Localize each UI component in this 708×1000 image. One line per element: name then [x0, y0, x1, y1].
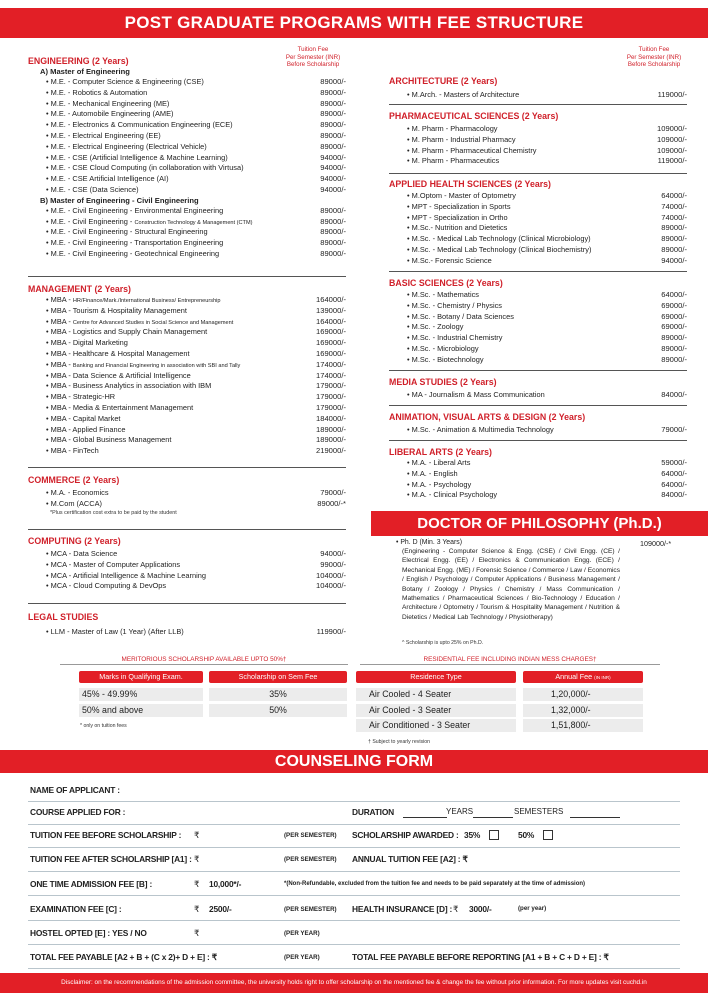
phd-title: DOCTOR OF PHILOSOPHY (Ph.D.) [371, 511, 708, 536]
list-item [28, 581, 346, 592]
program-name: • MBA - Healthcare & Hospital Management [46, 348, 190, 358]
residential-col2: Annual Fee (IN INR) [523, 671, 643, 683]
program-fee: 59000/- [661, 458, 687, 467]
program-name: • M.E. - CSE (Data Science) [46, 184, 139, 194]
program-fee: 94000/- [320, 163, 346, 173]
program-fee: 84000/- [661, 490, 687, 500]
program-name: • MBA - Centre for Advanced Studies in Social Science and Management [46, 316, 234, 326]
list-item [28, 499, 346, 510]
program-fee: 219000/- [316, 446, 346, 456]
divider [28, 603, 346, 604]
program-fee: 184000/- [316, 413, 346, 423]
list-item [28, 327, 346, 338]
program-name: • MBA - Data Science & Artificial Intelligence [46, 370, 191, 380]
program-name: • M.E. - Civil Engineering - Transportation Engineering [46, 238, 224, 248]
list-item [28, 217, 346, 228]
list-item [28, 381, 346, 392]
program-name: • M.E. - Civil Engineering - Construction Technology & Management (CTM) [46, 216, 253, 226]
program-name: • M.A. - Clinical Psychology [407, 490, 498, 500]
program-fee: 74000/- [661, 212, 687, 222]
list-item [389, 245, 687, 256]
program-name: • MCA - Data Science [46, 549, 118, 558]
divider [389, 271, 687, 272]
program-name: • MBA - Strategic-HR [46, 392, 116, 402]
program-fee: 99000/- [320, 559, 346, 569]
list-item [28, 446, 346, 457]
residential-title: RESIDENTIAL FEE INCLUDING INDIAN MESS CHARGES† [360, 656, 660, 664]
program-name: • MBA - Applied Finance [46, 424, 126, 434]
program-name: • M.E. - CSE Cloud Computing (in collaboration with Virtusa) [46, 163, 244, 173]
program-fee: 179000/- [316, 392, 346, 402]
pharma-list [389, 124, 687, 167]
fee-header-right: Tuition Fee Per Semester (INR) Before Scholarship [626, 46, 682, 68]
media-section: MEDIA STUDIES (2 Years) • MA - Journalism & Mass Communication 84000/- [389, 377, 687, 399]
engineering-b-list [28, 206, 346, 260]
basic-section: BASIC SCIENCES (2 Years) • M.Sc. - Mathematics 64000/- • M.Sc. - Chemistry / Physics 69000/- • M.Sc. - Botany / Data Sciences 69000/- • M.Sc. - Zoology 69000/- • M.Sc. - Industrial Chemistry 89000/- • M.Sc. - Microbiology 89000/- • M.Sc. - Biotechnology 89000/- [389, 278, 687, 364]
list-item [389, 124, 687, 135]
residential-col1: Residence Type [356, 671, 516, 683]
program-name: • M.Sc. - Mathematics [407, 290, 480, 299]
list-item [389, 234, 687, 245]
computing-list [28, 549, 346, 592]
program-name: • M.E. - CSE (Artificial Intelligence & Machine Learning) [46, 152, 228, 162]
res-row2-fee: 1,32,000/- [523, 704, 643, 717]
program-fee: 69000/- [661, 300, 687, 310]
program-fee: 119000/- [657, 156, 687, 166]
scholarship-35-checkbox[interactable] [489, 830, 499, 840]
list-item [28, 360, 346, 371]
program-name: • M. Pharm - Industrial Pharmacy [407, 134, 516, 144]
program-name: • M.Optom - Master of Optometry [407, 191, 516, 200]
program-name: • M.Sc. - Chemistry / Physics [407, 300, 502, 310]
management-list [28, 295, 346, 457]
legal-section: LEGAL STUDIES • LLM - Master of Law (1 Year) (After LLB) 119900/- [28, 612, 346, 636]
list-item [389, 458, 687, 469]
scholarship-col2: Scholarship on Sem Fee [209, 671, 347, 683]
list-item [389, 469, 687, 480]
right-column [389, 46, 687, 506]
program-fee: 94000/- [661, 255, 687, 265]
res-row3-fee: 1,51,800/- [523, 719, 643, 732]
divider [389, 440, 687, 441]
list-item [389, 191, 687, 202]
program-name: • MBA - Logistics and Supply Chain Management [46, 327, 208, 337]
program-name: • M.Sc. - Botany / Data Sciences [407, 311, 514, 321]
program-name: • M.E. - Robotics & Automation [46, 87, 148, 97]
form-row-exam: EXAMINATION FEE [C] : ₹ 2500/- (PER SEMESTER) HEALTH INSURANCE [D] : ₹ 3000/- (per year) [28, 896, 680, 921]
program-fee: 94000/- [320, 184, 346, 194]
program-fee: 89000/- [320, 98, 346, 108]
list-item [389, 490, 687, 501]
list-item [28, 249, 346, 260]
form-row-tuition-before: TUITION FEE BEFORE SCHOLARSHIP : ₹ (PER SEMESTER) SCHOLARSHIP AWARDED : 35% 50% [28, 825, 680, 848]
list-item [28, 206, 346, 217]
scholarship-note: * only on tuition fees [80, 723, 127, 729]
list-item [389, 146, 687, 157]
program-name: • MBA - Digital Marketing [46, 338, 128, 348]
list-item [28, 414, 346, 425]
engineering-section: ENGINEERING (2 Years) A) Master of Engineering • M.E. - Computer Science & Engineering (CSE) 89000/- • M.E. - Robotics & Automation 89000/- • M.E. - Mechanical Engineering (ME) 89000/- • M.E. - Automobile Engineering (AME) 89000/- • M.E. - Electronics & Communication Engineering (ECE) 89000/- • M.E. - Electrical Engineering (EE) 89000/- • M.E. - Electrical Engineering (Electrical Vehicle) 89000/- • M.E. - CSE (Artificial Intelligence & Machine Learning) 94000/- • M.E. - CSE Cloud Computing (in collaboration with Virtusa) 94000/- • M.E. - CSE Artificial Intelligence (AI) 94000/- • M.E. - CSE (Data Science) 94000/- B) Master of Engineering - Civil Engineering • M.E. - Civil Engineering - Environmental Engineering 89000/- • M.E. - Civil Engineering - Construction Technology & Management (CTM) 89000/- • M.E. - Civil Engineering - Structural Engineering 89000/- • M.E. - Civil Engineering - Transportation Engineering 89000/- • M.E. - Civil Engineering - Geotechnical Engineering 89000/- [28, 56, 346, 260]
program-fee: 119000/- [657, 90, 687, 99]
phd-fee: 109000/-* [640, 539, 672, 548]
form-title: COUNSELING FORM [0, 750, 708, 773]
program-name: • MBA - Capital Market [46, 413, 121, 423]
list-item [28, 349, 346, 360]
program-fee: 89000/- [320, 227, 346, 237]
program-fee: 89000/- [320, 109, 346, 119]
architecture-list [389, 90, 687, 101]
page-title: POST GRADUATE PROGRAMS WITH FEE STRUCTURE [0, 8, 708, 38]
scholarship-row2-marks: 50% and above [79, 704, 203, 717]
program-fee: 89000/- [661, 354, 687, 364]
commerce-list [28, 488, 346, 510]
divider [389, 173, 687, 174]
form-row-tuition-after: TUITION FEE AFTER SCHOLARSHIP [A1] : ₹ (PER SEMESTER) ANNUAL TUITION FEE [A2] : ₹ [28, 848, 680, 872]
liberal-list [389, 458, 687, 501]
program-name: • MBA - Tourism & Hospitality Management [46, 305, 187, 315]
program-name: • MCA - Master of Computer Applications [46, 559, 181, 569]
program-name: • M.Sc. - Biotechnology [407, 354, 484, 364]
program-fee: 109000/- [657, 145, 687, 155]
program-name: • M.A. - Liberal Arts [407, 458, 471, 467]
divider [28, 276, 346, 277]
program-fee: 169000/- [316, 348, 346, 358]
program-fee: 109000/- [657, 124, 687, 133]
list-item [389, 256, 687, 267]
program-name: • M.E. - Electrical Engineering (Electrical Vehicle) [46, 141, 207, 151]
program-fee: 89000/- [320, 130, 346, 140]
divider [28, 467, 346, 468]
list-item [28, 338, 346, 349]
list-item [28, 295, 346, 306]
list-item [28, 174, 346, 185]
program-fee: 89000/-* [317, 498, 346, 508]
list-item [28, 549, 346, 560]
health-list [389, 191, 687, 267]
list-item [28, 571, 346, 582]
program-name: • MBA - Banking and Financial Engineering in association with SBI and Tally [46, 359, 241, 369]
program-name: • M.Sc. - Animation & Multimedia Technology [407, 425, 554, 434]
years-blank[interactable] [403, 817, 447, 818]
list-item [28, 227, 346, 238]
list-item [389, 480, 687, 491]
program-name: • M.E. - Civil Engineering - Structural Engineering [46, 227, 208, 237]
list-item [389, 355, 687, 366]
form-row-total: TOTAL FEE PAYABLE [A2 + B + (C x 2)+ D + E] : ₹ (PER YEAR) TOTAL FEE PAYABLE BEFORE REPORTING [A1 + B + C + D + E] : ₹ [28, 945, 680, 969]
program-name: • M.Sc. - Zoology [407, 322, 464, 332]
divider [389, 104, 687, 105]
program-name: • M.Com (ACCA) [46, 498, 102, 508]
program-name: • M.E. - Electronics & Communication Engineering (ECE) [46, 120, 233, 130]
program-name: • MCA - Artificial Intelligence & Machine Learning [46, 570, 206, 580]
program-fee: 89000/- [320, 141, 346, 151]
program-fee: 189000/- [316, 435, 346, 445]
list-item [28, 153, 346, 164]
form-row-hostel: HOSTEL OPTED [E] : YES / NO ₹ (PER YEAR) [28, 921, 680, 945]
list-item [28, 560, 346, 571]
program-fee: 174000/- [316, 370, 346, 380]
program-name: • M.Sc. - Industrial Chemistry [407, 333, 503, 343]
phd-description: (Engineering - Computer Science & Engg. (CSE) / Civil Engg. (CE) / Electrical Engg. (EE) / Electronics & Communication Engg. (ECE) / Mechanical Engg. (ME) / Forensic Science / Commerce / Law / Economics / English / Psychology / Computer Applications / Business Management / Botany / Zoology / Physics / Chemistry / Mass Communication / Mathematics / Pharmaceutical Sciences / Bio-Technology / Education / Architecture / Optometry / Tourism & Hospitality Management / Nutrition & Dietetics / Medical Lab Technology / Physiotherapy) [402, 548, 620, 621]
program-fee: 94000/- [320, 152, 346, 162]
list-item [28, 392, 346, 403]
program-name: • M.Sc. - Medical Lab Technology (Clinical Microbiology) [407, 234, 591, 244]
program-fee: 89000/- [320, 216, 346, 226]
list-item [28, 163, 346, 174]
program-name: • M.E. - Automobile Engineering (AME) [46, 109, 174, 119]
semesters-blank[interactable] [473, 817, 513, 818]
program-name: • M.Arch. - Masters of Architecture [407, 90, 520, 99]
phd-note: ^ Scholarship is upto 25% on Ph.D. [402, 640, 484, 646]
program-fee: 89000/- [661, 244, 687, 254]
program-fee: 179000/- [316, 381, 346, 391]
res-row1-fee: 1,20,000/- [523, 688, 643, 701]
program-fee: 79000/- [320, 488, 346, 497]
list-item [389, 223, 687, 234]
commerce-section: COMMERCE (2 Years) • M.A. - Economics 79000/- • M.Com (ACCA) 89000/-* *Plus certification cost extra to be paid by the student [28, 475, 346, 516]
program-fee: 89000/- [320, 238, 346, 248]
scholarship-row1-pct: 35% [209, 688, 347, 701]
program-name: • M.A. - Economics [46, 488, 109, 497]
program-fee: 89000/- [661, 333, 687, 343]
program-fee: 169000/- [316, 338, 346, 348]
list-item [389, 301, 687, 312]
list-item [28, 488, 346, 499]
program-fee: 94000/- [320, 549, 346, 558]
list-item [389, 390, 687, 401]
program-name: • M.E. - Computer Science & Engineering (CSE) [46, 77, 204, 86]
program-fee: 64000/- [661, 191, 687, 200]
architecture-section: ARCHITECTURE (2 Years) • M.Arch. - Masters of Architecture 119000/- [389, 76, 687, 99]
list-item [389, 322, 687, 333]
list-item [389, 290, 687, 301]
program-fee: 174000/- [316, 359, 346, 369]
computing-section: COMPUTING (2 Years) • MCA - Data Science 94000/- • MCA - Master of Computer Applications 99000/- • MCA - Artificial Intelligence & Machine Learning 104000/- • MCA - Cloud Computing & DevOps 104000/- [28, 536, 346, 591]
program-name: • M.Sc. - Microbiology [407, 343, 479, 353]
program-name: • MBA - Media & Entertainment Management [46, 402, 194, 412]
list-item [389, 425, 687, 436]
liberal-section: LIBERAL ARTS (2 Years) • M.A. - Liberal Arts 59000/- • M.A. - English 64000/- • M.A. - Psychology 64000/- • M.A. - Clinical Psychology 84000/- [389, 447, 687, 500]
scholarship-title: MERITORIOUS SCHOLARSHIP AVAILABLE UPTO 50%† [60, 656, 348, 664]
animation-list [389, 425, 687, 436]
list-item [28, 317, 346, 328]
program-name: • M.E. - Civil Engineering - Environmental Engineering [46, 205, 224, 215]
program-fee: 89000/- [320, 87, 346, 97]
list-item [28, 120, 346, 131]
program-name: • M.Sc.- Nutrition and Dietetics [407, 223, 508, 233]
program-fee: 189000/- [316, 424, 346, 434]
program-name: • MBA - Business Analytics in association with IBM [46, 381, 212, 391]
divider [360, 664, 660, 665]
program-name: • M.Sc.- Forensic Science [407, 255, 492, 265]
program-name: • M.E. - CSE Artificial Intelligence (AI) [46, 174, 169, 184]
program-fee: 94000/- [320, 174, 346, 184]
management-section: MANAGEMENT (2 Years) • MBA - HR/Finance/Mark./International Business/ Entrepreneurship 164000/- • MBA - Tourism & Hospitality Management 139000/- • MBA - Centre for Advanced Studies in Social Science and Management 164000/- • MBA - Logistics and Supply Chain Management 169000/- • MBA - Digital Marketing 169000/- • MBA - Healthcare & Hospital Management 169000/- • MBA - Banking and Financial Engineering in association with SBI and Tally 174000/- • MBA - Data Science & Artificial Intelligence 174000/- • MBA - Business Analytics in association with IBM 179000/- • MBA - Strategic-HR 179000/- • MBA - Media & Entertainment Management 179000/- • MBA - Capital Market 184000/- • MBA - Applied Finance 189000/- • MBA - Global Business Management 189000/- • MBA - FinTech 219000/- [28, 284, 346, 457]
divider [60, 664, 348, 665]
program-fee: 84000/- [661, 390, 687, 399]
program-name: • M. Pharm - Pharmaceutical Chemistry [407, 145, 537, 155]
program-name: • M.A. - Psychology [407, 479, 472, 489]
program-fee: 104000/- [316, 581, 346, 591]
list-item [28, 99, 346, 110]
list-item [28, 77, 346, 88]
program-fee: 64000/- [661, 290, 687, 299]
program-fee: 64000/- [661, 479, 687, 489]
list-item [28, 88, 346, 99]
scholarship-row2-pct: 50% [209, 704, 347, 717]
list-item [389, 213, 687, 224]
form-row-course: COURSE APPLIED FOR : DURATION YEARS SEMESTERS [28, 802, 680, 825]
scholarship-50-checkbox[interactable] [543, 830, 553, 840]
list-item [28, 185, 346, 196]
disclaimer: Disclaimer: on the recommendations of the admission committee, the university holds right to offer scholarship on the mentioned fee & change the fee without prior information. For more updates visit cuchd.in [0, 973, 708, 993]
program-fee: 74000/- [661, 201, 687, 211]
engineering-a-list [28, 77, 346, 196]
divider [389, 405, 687, 406]
left-column [28, 46, 346, 646]
list-item [389, 333, 687, 344]
list-item [389, 156, 687, 167]
res-row3-type: Air Conditioned - 3 Seater [356, 719, 516, 732]
program-name: • M.E. - Electrical Engineering (EE) [46, 130, 161, 140]
program-name: • MA - Journalism & Mass Communication [407, 390, 545, 399]
program-fee: 179000/- [316, 402, 346, 412]
program-fee: 89000/- [661, 223, 687, 233]
program-name: • MBA - Global Business Management [46, 435, 172, 445]
list-item [389, 344, 687, 355]
program-name: • MPT - Specialization in Ortho [407, 212, 508, 222]
residential-note: † Subject to yearly revision [368, 739, 430, 745]
list-item [28, 238, 346, 249]
basic-list [389, 290, 687, 366]
scholarship-col1: Marks in Qualifying Exam. [79, 671, 203, 683]
list-item [28, 425, 346, 436]
program-fee: 69000/- [661, 311, 687, 321]
list-item [389, 202, 687, 213]
program-fee: 139000/- [316, 305, 346, 315]
program-name: • MCA - Cloud Computing & DevOps [46, 581, 167, 591]
list-item [28, 627, 346, 638]
list-item [28, 142, 346, 153]
divider [28, 529, 346, 530]
program-fee: 119900/- [316, 627, 346, 636]
program-name: • M. Pharm - Pharmaceutics [407, 156, 500, 166]
health-section: APPLIED HEALTH SCIENCES (2 Years) • M.Optom - Master of Optometry 64000/- • MPT - Specialization in Sports 74000/- • MPT - Specialization in Ortho 74000/- • M.Sc.- Nutrition and Dietetics 89000/- • M.Sc. - Medical Lab Technology (Clinical Microbiology) 89000/- • M.Sc. - Medical Lab Technology (Clinical Biochemistry) 89000/- • M.Sc.- Forensic Science 94000/- [389, 179, 687, 265]
list-item [28, 371, 346, 382]
list-item [389, 135, 687, 146]
program-fee: 79000/- [661, 425, 687, 434]
program-fee: 89000/- [661, 343, 687, 353]
scholarship-row1-marks: 45% - 49.99% [79, 688, 203, 701]
program-name: • MPT - Specialization in Sports [407, 201, 511, 211]
list-item [389, 312, 687, 323]
form-row-name: NAME OF APPLICANT : [28, 780, 680, 802]
program-fee: 109000/- [657, 134, 687, 144]
list-item [28, 131, 346, 142]
legal-list [28, 627, 346, 638]
program-fee: 169000/- [316, 327, 346, 337]
phd-name: • Ph. D (Min. 3 Years) [396, 539, 462, 546]
form-row-admission: ONE TIME ADMISSION FEE [B] : ₹ 10,000*/- *(Non-Refundable, excluded from the tuition fee and needs to be paid separately at the time of admission) [28, 872, 680, 896]
fee-header: Tuition Fee Per Semester (INR) Before Scholarship [285, 46, 341, 68]
program-fee: 89000/- [320, 205, 346, 215]
program-name: • M.E. - Mechanical Engineering (ME) [46, 98, 170, 108]
list-item [28, 109, 346, 120]
program-fee: 69000/- [661, 322, 687, 332]
program-name: • MBA - FinTech [46, 446, 99, 456]
res-row1-type: Air Cooled - 4 Seater [356, 688, 516, 701]
program-fee: 64000/- [661, 468, 687, 478]
media-list [389, 390, 687, 401]
program-name: • LLM - Master of Law (1 Year) (After LLB) [46, 627, 184, 636]
program-name: • M.E. - Civil Engineering - Geotechnical Engineering [46, 248, 220, 258]
program-fee: 89000/- [320, 120, 346, 130]
program-name: • MBA - HR/Finance/Mark./International Business/ Entrepreneurship [46, 295, 221, 304]
program-name: • M.A. - English [407, 468, 458, 478]
program-fee: 89000/- [320, 248, 346, 258]
underline [570, 817, 620, 818]
list-item [28, 306, 346, 317]
program-name: • M. Pharm - Pharmacology [407, 124, 498, 133]
list-item [28, 435, 346, 446]
program-fee: 89000/- [320, 77, 346, 86]
list-item [28, 403, 346, 414]
program-fee: 164000/- [316, 316, 346, 326]
program-fee: 89000/- [661, 234, 687, 244]
list-item [389, 90, 687, 101]
res-row2-type: Air Cooled - 3 Seater [356, 704, 516, 717]
divider [389, 370, 687, 371]
animation-section: ANIMATION, VISUAL ARTS & DESIGN (2 Years) • M.Sc. - Animation & Multimedia Technology 79000/- [389, 412, 687, 434]
pharma-section: PHARMACEUTICAL SCIENCES (2 Years) • M. Pharm - Pharmacology 109000/- • M. Pharm - Industrial Pharmacy 109000/- • M. Pharm - Pharmaceutical Chemistry 109000/- • M. Pharm - Pharmaceutics 119000/- [389, 111, 687, 166]
program-name: • M.Sc. - Medical Lab Technology (Clinical Biochemistry) [407, 244, 592, 254]
program-fee: 164000/- [316, 295, 346, 304]
program-fee: 104000/- [316, 570, 346, 580]
